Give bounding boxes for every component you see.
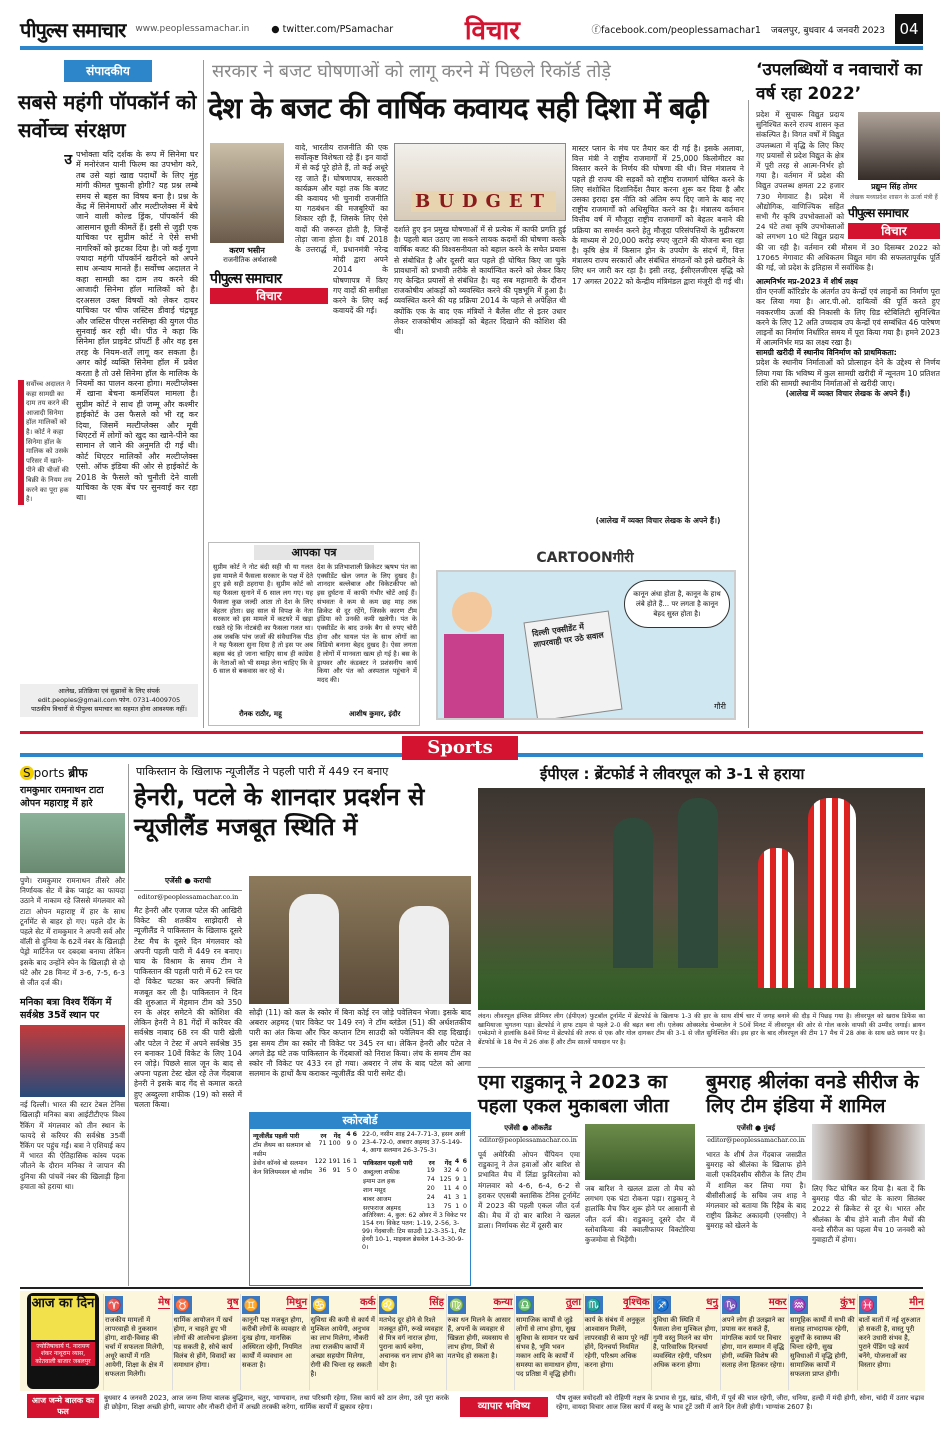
zodiac-icon: ♍ <box>449 1298 464 1312</box>
vichar-tag: विचार <box>848 223 940 239</box>
cartoon-title <box>426 548 744 567</box>
twitter-icon: ● <box>271 23 280 35</box>
scoreboard-cell: अब्दुल्ला शफीक <box>363 1169 400 1176</box>
scoreboard-cell: 9 <box>346 1140 351 1147</box>
scoreboard-cell: 13 <box>426 1203 435 1210</box>
cricket-col1: मैट हेनरी और एजाज पटेल की आखिरी विकेट की शतकीय साझेदारी से न्यूजीलैंड ने पाकिस्तान के खिलाफ दूसरे टेस्ट मैच के दूसरे दिन मंगलवार को अपनी पहली पारी में 449 रन बनाए। चाय के विश्राम के समय टीम ने पाकिस्तान की पहली पारी में 62 रन पर दो विकेट चटका कर अपनी स्थिति मजबूत कर ली है। पाकिस्तान ने दिन की शुरुआत में मेहमान टीम को 350 रन के अंदर समेटने की कोशिश की लेकिन हेनरी ने 81 गेंदों में करियर की सर्वश्रेष्ठ नाबाद 68 रन की पारी खेली और पटेल ने टेस्ट में अपने सर्वश्रेष्ठ 35 रन बनाकर 10वें विकेट के लिए 104 रन जोड़े। पिछले साल जून के बाद से अपना पहला टेस्ट खेल रहे तेज गेंदबाज हेनरी ने इसके बाद गेंद से कमाल करते हुए अब्दुल्ला शफीक (19) को सस्ते में चलता किया। <box>134 906 242 1109</box>
birth-text: बुधवार 4 जनवरी 2023, आज जन्म लिया बालक बुद्धिमान, चतुर, भाग्यवान, तथा परिश्रमी रहेगा, जिस कार्य को ठान लेगा, उसे पूरा करके ही छोड़ेगा, शिक्षा अच्छी होगी, व्यापार और नौकरी दोनों में अच्छी तरक्की करेगा, धार्मिक कार्यों में झुकाव रहेगा। <box>104 1394 449 1411</box>
pak-summary: अतिरिक्त: 4, कुल: 62 ओवर में 3 विकेट पर 154 रन। विकेट पतन: 1-19, 2-56, 3-99। गेंदबाजी: टिम साउदी 12-3-35-1, मैट हेनरी 10-1, माइकल ब्रेसवेल 14-3-30-9-0। <box>362 1212 467 1251</box>
zodiac-icon: ♈ <box>106 1298 122 1312</box>
scoreboard-cell: सरफराज अहमद <box>363 1205 401 1212</box>
bumrah-col2: लिए फिट घोषित कर दिया है। बता दें कि बुमराह पीठ की चोट के कारण सितंबर 2022 से क्रिकेट से दूर थे। भारत और श्रीलंका के बीच होने वाली तीन मैचों की वनडे सीरीज का पहला मैच 10 जनवरी को गुवाहाटी में होगा। <box>812 1184 925 1245</box>
scoreboard-row <box>362 1185 468 1194</box>
zodiac-icon: ♑ <box>723 1298 738 1312</box>
scoreboard-cell: 4 <box>346 1131 351 1138</box>
scoreboard-cell: 41 <box>443 1194 452 1201</box>
zodiac-6 <box>446 1294 513 1390</box>
power-article <box>756 58 940 399</box>
bumrah-col1: भारत के शीर्ष तेज गेंदबाज जसप्रीत बुमराह को श्रीलंका के खिलाफ होने वाली एकदिवसीय सीरीज के लिए टीम में शामिल कर लिया गया है। बीसीसीआई के सचिव जय शाह ने मंगलवार को बताया कि रिहैब के बाद राष्ट्रीय क्रिकेट अकादमी (एनसीए) ने बुमराह को खेलने के <box>706 1150 806 1231</box>
scoreboard-cell: 191 <box>328 1158 341 1165</box>
scoreboard-cell: रन <box>428 1160 435 1167</box>
dateline: जबलपुर, बुधवार 4 जनवरी 2023 <box>770 25 885 36</box>
scoreboard-cell: 1 <box>462 1176 467 1183</box>
zodiac-name: मिथुन <box>286 1294 307 1309</box>
zodiac-icon: ♉ <box>175 1298 190 1312</box>
horoscope-title: आज का दिन <box>31 1296 95 1340</box>
zodiac-text: धार्मिक आयोजन में खर्च होगा, न चाहते हुए भी लोगों की आलोचना झेलना पड़ सकती है, सोचे कार्य विलंब से होंगे, विवादों का समाधान होगा। <box>173 1316 238 1369</box>
brief-logo-tag: ब्रीफ <box>68 766 88 780</box>
scoreboard-cell: 32 <box>443 1167 452 1174</box>
header-rule <box>20 46 923 50</box>
zodiac-text: बातों बातों में नई शुरुआत हो सकती है, वास्तु पूरी करने उधारी संभव है, पुराने पेंडिंग पड़े कार्य बनेंगे, योजनाओं का विस्तार होगा। <box>858 1316 921 1369</box>
cartoon-image <box>436 570 736 720</box>
scoreboard-cell: 100 <box>328 1140 341 1147</box>
nz-innings-table <box>252 1131 358 1176</box>
zodiac-name: वृष <box>227 1294 238 1309</box>
section-rule <box>20 731 923 734</box>
editorial-body: पभोक्ता यदि दर्शक के रूप में सिनेमा घर में मनोरंजन यानी फिल्म का उपभोग करे, तब उसे यहां खाद्य पदार्थों के लिए मुंह मांगी कीमत चुकानी होगी? यह प्रश्न लम्बे समय से बहस का विषय बना है। प्रश्न के केंद्र में सिनेमाघरों और मल्टीप्लेक्स में बेचे जाने वाली कोल्ड ड्रिंक, पॉपकॉर्न की आसमान छूती कीमतें हैं। इसी से जुड़ी एक याचिका पर सुप्रीम कोर्ट ने ऐसे सभी नागरिकों को झटका दिया है। जो कई गुणा ज्यादा महंगी पॉपकॉर्न खरीदने को अपने साथ अन्याय मानते हैं। सर्वोच्च अदालत ने कहा सामग्री का दाम तय करने की आजादी सिनेमा हॉल मालिकों को है। दरअसल उक्त विषयों को लेकर दायर याचिका पर चीफ जस्टिस डीवाई चंद्रचूड़ और जस्टिस पीएस नरसिम्हा की युगल पीठ सुनवाई कर रही थी। पीठ ने कहा कि सिनेमा हॉल प्राइवेट प्रॉपर्टी हैं और वह इस तरह के नियम-शर्तें लागू कर सकता है। अगर कोई व्यक्ति सिनेमा हॉल में प्रवेश करता है तो उसे सिनेमा हॉल के मालिक के नियमों का पालन करना होगा। मल्टीप्लेक्स में खाना बेचना कमर्शियल मामला है। सुप्रीम कोर्ट ने साथ ही जम्मू और कश्मीर हाईकोर्ट के उस फैसले को भी रद्द कर दिया, जिसमें मल्टीप्लेक्स और मूवी थिएटरों में लोगों को खुद का खाने-पीने का सामान ले जाने की अनुमति दी गई थी। कोर्ट थिएटर मालिकों और मल्टीप्लेक्स एसो. ऑफ इंडिया की ओर से हाईकोर्ट के 2018 के फैसले को चुनौती देने वाली याचिका के एक बेंच पर सुनवाई कर रहा था। <box>76 150 198 503</box>
zodiac-1 <box>103 1294 170 1390</box>
budget-footer: (आलेख में व्यक्त विचार लेखक के अपने हैं।) <box>595 516 721 525</box>
vichar-tag: विचार <box>210 288 328 304</box>
scoreboard-cell: रन <box>320 1133 327 1140</box>
editorial-dropcap: उ <box>64 152 72 168</box>
zodiac-2 <box>172 1294 239 1390</box>
scoreboard-title: स्कोरबोर्ड <box>250 1113 470 1129</box>
cartoon-title-en: CARTOON <box>536 550 613 566</box>
raducanu-photo <box>585 1124 695 1180</box>
raducanu-email[interactable]: editor@peoplessamachar.co.in <box>479 1137 577 1144</box>
scoreboard-cell: 125 <box>439 1176 452 1183</box>
scoreboard-cell: 0 <box>462 1203 467 1210</box>
player-figure <box>399 906 449 1004</box>
cartoon-newspaper: दिल्ली एक्सीडेंट में लापरवाही पर उठे सवाल <box>523 611 622 720</box>
scoreboard-row <box>252 1131 358 1140</box>
zodiac-text: अपने लोग ही उलझाने का प्रयास कर सकते हैं, मांगलिक कार्य पर विचार होगा, मान सम्मान में वृद्धि होगी, व्यक्ति विशेष की सलाह लेना हितकर रहेगा। <box>721 1316 785 1369</box>
scoreboard-cell: 5 <box>346 1167 351 1174</box>
scoreboard-row <box>362 1167 468 1176</box>
budget-col2-block <box>394 143 566 337</box>
raducanu-col1: पूर्व अमेरिकी ओपन चैंपियन एमा राडुकानू ने तेज हवाओं और बारिश से प्रभावित मैच में लिंडा फ्रुविरतोवा को मंगलवार को 4-6, 6-4, 6-2 से हराकर एएसबी क्लासिक टेनिस टूर्नामेंट में 2023 की पहली एकल जीत दर्ज की। मैच में दो बार बारिश ने खलल डाला। निर्णायक सेट में दूसरी बार <box>478 1150 580 1231</box>
zodiac-text: राजकीय मामलों में लापरवाही से नुकसान होगा, शादी-विवाह की चर्चा में सफलता मिलेगी, अधूरे कार्यों में गति आयेगी, शिक्षा के क्षेत्र में सफलता मिलेगी। <box>105 1316 165 1378</box>
horoscope-title-box <box>27 1293 99 1389</box>
player-figure <box>289 894 339 1004</box>
scoreboard-cell: डेवोन कॉनवे बो सलमान <box>253 1160 308 1167</box>
power-footer: (आलेख में व्यक्त विचार लेखक के अपने हैं।) <box>785 389 911 399</box>
zodiac-text: दुविधा की स्थिति में फैसला लेना मुश्किल होगा, गुमी वस्तु मिलने का योग है, पारिवारिक दिनचर्या व्यवस्थित रहेगी, परिश्रम अधिक करना होगा। <box>653 1316 718 1369</box>
author-photo <box>858 112 940 180</box>
editorial-pullquote: सर्वोच्च अदालत ने कहा सामग्री का दाम तय करने की आजादी सिनेमा हॉल मालिकों को है। कोर्ट ने कहा सिनेमा हॉल के मालिक को उसके परिसर में खाने-पीने की चीजों की बिक्री के नियम तय करने का पूरा हक है। <box>18 380 72 505</box>
facebook-icon: ⓕ <box>591 25 602 36</box>
author-photo <box>210 143 284 243</box>
raducanu-headline: एमा राडुकानू ने 2023 का पहला एकल मुकाबला जीता <box>478 1071 669 1117</box>
zodiac-9 <box>651 1294 718 1390</box>
author-name: प्रद्युम्न सिंह तोमर <box>871 182 917 191</box>
scoreboard-row <box>252 1140 358 1158</box>
liverpool-player <box>613 818 653 968</box>
scoreboard-cell: बाबर आजम <box>363 1196 392 1203</box>
zodiac-icon: ♏ <box>586 1298 601 1312</box>
scoreboard-cell: केन विलियमसन बो नसीम <box>253 1169 312 1176</box>
author-name: करण भसीन <box>229 246 265 255</box>
author-title: राजनीतिक अर्थशास्त्री <box>223 256 277 264</box>
zodiac-name: धनु <box>706 1294 718 1309</box>
scoreboard-cell: पाकिस्तान पहली पारी <box>363 1160 413 1167</box>
editorial-tag: संपादकीय <box>64 60 152 82</box>
zodiac-icon: ♒ <box>791 1298 807 1312</box>
brief-headline: रामकुमार रामनाथन टाटा ओपन महाराष्ट्र में हारे <box>20 785 104 809</box>
zodiac-text: कार्य के संबंध में अनुकूल आश्वासन मिलेंगे, लापरवाही से काम पूरे नहीं होंगे, दिनचर्या नियमित रहेगी, परिश्रम अधिक करना होगा। <box>584 1316 649 1369</box>
scoreboard-right <box>360 1129 470 1254</box>
zodiac-name: कुंभ <box>840 1294 855 1309</box>
scoreboard-cell: 75 <box>443 1203 452 1210</box>
brief-logo <box>20 764 125 781</box>
brief-logo-s: S <box>20 766 34 780</box>
brentford-player <box>808 798 856 988</box>
cricket-photo <box>249 876 471 1004</box>
raducanu-byline: एजेंसी ● ऑकलैंड <box>504 1124 552 1132</box>
cricket-col2: सोढ़ी (11) को कल के स्कोर में बिना कोई रन जोड़े पवेलियन भेजा। इसके बाद अबरार अहमद (चार विकेट पर 149 रन) ने टॉम ब्लंडेल (51) की अर्धशतकीय पारी का अंत किया और फिर कप्तान टिम साउदी को पवेलियन की राह दिखाई। इस समय टीम का स्कोर नौ विकेट पर 345 रन था। लेकिन हेनरी और पटेल ने अगले डेढ़ घंटे तक पाकिस्तान के गेंदबाजों को निराश किया। लंच के समय टीम का स्कोर नौ विकेट पर 433 रन हो गया। अबरार ने लंच के बाद पटेल को आगा सलमान के हाथों कैच कराकर न्यूजीलैंड की पारी समेट दी। <box>249 1008 471 1079</box>
sports-banner: Sports <box>402 736 518 760</box>
zodiac-4 <box>309 1294 376 1390</box>
zodiac-name: कर्क <box>360 1294 375 1309</box>
scoreboard-cell: 11 <box>443 1185 452 1192</box>
facebook-link[interactable] <box>592 22 761 36</box>
birth-label: आज जन्मे बालक का फल <box>27 1394 99 1418</box>
power-subhead: आत्मनिर्भर मप्र-2023 में शीर्ष लक्ष्य <box>756 277 858 287</box>
column-divider <box>128 764 129 1286</box>
scoreboard-cell: 24 <box>426 1194 435 1201</box>
section-rule <box>20 1287 923 1289</box>
power-paragraph: ग्रीन एनर्जी कॉरिडोर के अंतर्गत उप केन्द्रों एवं लाइनों का निर्माण पूरा कर लिया गया है। आर.पी.ओ. दायित्वों की पूर्ति करते हुए नवकरणीय ऊर्जा की निकासी के लिए ग्रिड स्टेबिलिटी सुनिश्चित करने के लिए 12 अति उच्चदाब उप केन्द्रों एवं सम्बंधित 46 पारेषण लाइनों का निर्माण निर्धारित समय में पूरा किया गया है। हमने 2023 में आत्मनिर्भर मप्र का लक्ष्य रखा है। <box>756 287 940 348</box>
scoreboard-cell: 74 <box>426 1176 435 1183</box>
liverpool-player <box>678 798 718 968</box>
zodiac-8 <box>583 1294 650 1390</box>
scoreboard-cell: 0 <box>462 1185 467 1192</box>
cricket-email[interactable]: editor@peoplessamachar.co.in <box>134 890 242 901</box>
column-divider <box>748 100 749 728</box>
letter-1: सुप्रीम कोर्ट ने नोट बंदी सही थी या गलत इस मामले में फैसला सरकार के पक्ष में देते हुए इसे सही ठहराया है। सुप्रीम कोर्ट को यह फैसला सुनाने में 6 साल लग गए। यह फैसला कुछ जल्दी आता तो देश के लिए बेहतर होता। छह साल से विपक्ष के नेता सरकार को इस मामले में कटघरे में खड़ा रखते रहे कि नोटबंदी का फैसला गलत था। अब जबकि पांच जजों की संवैधानिक पीठ ने यह फैसला सुना दिया है तो इस पर अब बहस बंद हो जाना चाहिए साथ ही कांग्रेस के नेताओं को भी समझ लेना चाहिए कि वे 6 साल से बकवास कर रहे थे। <box>213 563 314 676</box>
budget-col1-block <box>210 143 388 316</box>
budget-kicker: सरकार ने बजट घोषणाओं को लागू करने में पिछले रिकॉर्ड तोड़े <box>212 61 611 82</box>
zodiac-icon: ♊ <box>243 1298 259 1312</box>
zodiac-icon: ♎ <box>517 1298 533 1312</box>
twitter-link[interactable] <box>271 24 393 35</box>
masthead-logo[interactable]: पीपुल्स समाचार <box>20 17 126 42</box>
zodiac-3 <box>240 1294 307 1390</box>
scoreboard-cell: 9 <box>455 1176 460 1183</box>
brief-body: नई दिल्ली। भारत की स्टार टेबल टेनिस खिलाड़ी मनिका बत्रा आईटीटीएफ विश्व रैंकिंग में मंगलवार को तीन स्थान के फायदे से करियर की सर्वश्रेष्ठ 35वीं रैंकिंग पर पहुंच गईं। बत्रा ने एशियाई कप में भारत की ऐतिहासिक कांस्य पदक जीतने के दौरान मनिका ने जापान की दुनिया की पांचवें नंबर की खिलाड़ी हिना हयाता को हराया था। <box>20 1100 125 1191</box>
letter-1-signature: रौनक राठौर, महू <box>239 710 282 718</box>
scoreboard-cell: 6 <box>462 1158 467 1165</box>
budget-image <box>394 143 566 221</box>
nz-bowling: 22-0, नसीम शाह 24-7-71-3, हसन अली 23-4-72-0, अबरार अहमद 37-5-149-4, आगा सलमान 26-3-75-3। <box>362 1131 466 1154</box>
cricket-byline: एजेंसी ● कराची <box>165 876 211 885</box>
bumrah-email[interactable]: editor@peoplessamachar.co.in <box>707 1137 805 1144</box>
vichar-logo: पीपुल्स समाचार <box>210 271 282 287</box>
column-divider <box>203 60 204 728</box>
divider <box>478 1067 925 1068</box>
scoreboard-cell: 0 <box>352 1167 357 1174</box>
brentford-player <box>758 848 794 988</box>
letter-2-signature: आशीष कुमार, इंदौर <box>349 710 401 718</box>
zodiac-7 <box>514 1294 581 1390</box>
editorial-article <box>18 150 198 505</box>
page-number: 04 <box>895 14 923 44</box>
zodiac-5 <box>377 1294 444 1390</box>
scoreboard <box>249 1112 471 1286</box>
twitter-handle: twitter.com/PSamachar <box>282 23 394 35</box>
zodiac-name: मेष <box>158 1294 170 1309</box>
zodiac-name: तुला <box>566 1294 581 1309</box>
epl-caption: लंदन। लीवरपूल इंग्लिश प्रीमियर लीग (ईपीएल) फुटबॉल टूर्नामेंट में ब्रेंटफोर्ड के खिलाफ 1-3 की हार के साथ शीर्ष चार में जगह बनाने की दौड़ में पिछड़ गया है। लीवरपूल को खराब डिफेंस का खामियाजा भुगतना पड़ा। ब्रेंटफोर्ड ने हाफ टाइम से पहले 2-0 की बढ़त बना ली। एलेक्स ओक्सलेड चेम्बरलेन ने 50वें मिनट में लीवरपूल की ओर से गोल करके वापसी की उम्मीद जगाई। ब्रायन एम्बेउमो ने हालांकि 84वें मिनट में ब्रेंटफोर्ड की तरफ से एक और गोल दागकर टीम की 3-1 से जीत सुनिश्चित की। इस हार के बाद लीवरपूल की टीम 17 मैच में 28 अंक के साथ छठे स्थान पर है। ब्रेंटफोर्ड के 18 मैच में 26 अंक हैं और टीम सातवें पायदान पर है। <box>478 1013 925 1046</box>
brief-headline: मनिका बत्रा विश्व रैंकिंग में सर्वश्रेष्ठ 35वें स्थान पर <box>20 997 112 1022</box>
scoreboard-row <box>252 1158 358 1167</box>
scoreboard-row <box>362 1158 468 1167</box>
scoreboard-row <box>252 1167 358 1176</box>
letter-2: देश के प्रतिभाशाली क्रिकेटर ऋषभ पंत का एक्सीडेंट खेल जगत के लिए दुखद है। शानदार बल्लेबाज और विकेटकीपर को इस दुर्घटना में काफी गंभीर चोटें आई हैं। संभवतः वे कम से कम छह माह तक क्रिकेट से दूर रहेंगे, जिसके कारण टीम इंडिया को उनकी कमी खलेगी। पंत के एक्सीडेंट के बाद उनके बैग से रुपए चोरी होना और घायल पंत के साथ लोगों का विडियो बनाना बेहद दुखद है। ऐसा लगता है लोगों में मानवता खत्म हो गई है। बस के ड्रायवर और कंडक्टर ने प्रशंसनीय कार्य किया और पंत को अस्पताल पहुंचाने में मदद की। <box>317 563 417 685</box>
bumrah-byline: एजेंसी ● मुंबई <box>736 1124 776 1132</box>
cricket-kicker: पाकिस्तान के खिलाफ न्यूजीलैंड ने पहली पारी में 449 रन बनाए <box>136 765 389 778</box>
author-title: लेखक मध्यप्रदेश शासन के ऊर्जा मंत्री हैं <box>850 194 938 201</box>
scoreboard-cell: इमाम उल हक <box>363 1178 396 1185</box>
scoreboard-body <box>250 1129 470 1254</box>
scoreboard-cell: 16 <box>342 1158 351 1165</box>
contact-email[interactable]: edit.peoples@gmail.com फोन. 0731-4009705 <box>37 696 181 704</box>
zodiac-11 <box>788 1294 855 1390</box>
cartoon-box <box>426 548 744 724</box>
brief-body: पुणे। रामकुमार रामनाथन तीसरे और निर्णायक सेट में ब्रेक प्वाइंट का फायदा उठाने में नाकाम रहे जिससे मंगलवार को टाटा ओपन महाराष्ट्र में हार के साथ टूर्नामेंट से बाहर हो गए। पहले दौर के पहले सेट में रामकुमार ने अपनी सर्व और वॉली से दुनिया के 62वें नंबर के खिलाड़ी पेड्रो मार्टिनेज पर दबदबा बनाया लेकिन इसके बाद उन्होंने स्पेन के खिलाड़ी से दो घंटे और 28 मिनट में 3-6, 7-5, 6-3 से जीत दर्ज की। <box>20 876 125 988</box>
budget-col1: वादे, भारतीय राजनीति की एक सर्वोत्कृष्ट विशेषता रहे हैं। इन वादों में से कई पूरे होते हैं, तो कई अधूरे रह जाते हैं। घोषणापत्र, सरकारी कार्यक्रम और यहां तक कि बजट की कवायद भी चुनावी राजनीति या गठबंधन की मजबूरियों का शिकार रही हैं, जिसके लिए ऐसे वादों की जरूरत होती है, जिन्हें तोड़ा जाना होता है। वर्ष 2018 के उत्तरार्द्ध में, प्रधानमंत्री नरेन्द्र मोदी द्वारा अपने 2014 के घोषणापत्र में किए गए वादों की समीक्षा करने के लिए कई कवायदें की गईं। <box>295 143 388 316</box>
scoreboard-cell: 1 <box>455 1203 460 1210</box>
scoreboard-row <box>362 1194 468 1203</box>
epl-headline: ईपीएल : ब्रेंटफोर्ड ने लीवरपूल को 3-1 से हराया <box>540 765 805 783</box>
scoreboard-cell: 19 <box>426 1167 435 1174</box>
power-headline: ‘उपलब्धियों व नवाचारों का वर्ष रहा 2022’ <box>756 60 922 104</box>
zodiac-icon: ♋ <box>312 1298 327 1312</box>
scoreboard-cell: 20 <box>426 1185 435 1192</box>
zodiac-name: कन्या <box>493 1294 512 1309</box>
table-tennis-photo <box>20 1025 125 1097</box>
trade-text: पौष शुक्ल त्रयोदशी को रोहिणी नक्षत्र के प्रभाव से गुड़, खांड, चीनी, में पूर्व की चाल रहेगी, जीरा, धनिया, हल्दी में मंदी होगी, सोना, चांदी में उतार चढ़ाव रहेगा, वायदा विचार आज जिस कार्य में वस्तु के भाव टूटें उसी में आने दिन तेजी होगी। भाग्यांक 2607 है। <box>556 1394 924 1411</box>
zodiac-name: वृश्चिक <box>623 1294 649 1309</box>
disclaimer: पाठकीय विचारों से पीपुल्स समाचार का सहमत होना आवश्यक नहीं। <box>31 705 187 713</box>
scoreboard-cell: 0 <box>352 1140 357 1147</box>
scoreboard-cell: 71 <box>318 1140 327 1147</box>
zodiac-name: मीन <box>909 1294 923 1309</box>
website-link[interactable]: www.peoplessamachar.in <box>135 24 250 34</box>
zodiac-name: सिंह <box>429 1294 444 1309</box>
bumrah-headline: बुमराह श्रीलंका वनडे सीरीज के लिए टीम इंडिया में शामिल <box>706 1071 919 1117</box>
cartoon-title-hi: गीरी <box>612 550 634 566</box>
power-author-block <box>848 112 940 239</box>
zodiac-text: कानूनी पक्ष मजबूत होगा, करीबी लोगों के व्यवहार से दुःख होगा, मानसिक अस्थिरता रहेगी, नियमित कार्यों में व्यवधान आ सकता है। <box>242 1316 307 1369</box>
scoreboard-cell: 0 <box>462 1167 467 1174</box>
contact-line: आलेख, प्रतिक्रिया एवं सुझावों के लिए संपर्क <box>58 687 160 695</box>
zodiac-text: सामाजिक कार्यों से जुड़े लोगों से लाभ होगा, सुख सुविधा के सामान पर खर्च संभव है, भूमि भवन मकान आदि के कार्यों में समस्या का समाधान होगा, पद प्रतिष्ठा में वृद्धि होगी। <box>516 1316 580 1378</box>
power-paragraph: प्रदेश के स्थानीय निर्माताओं को प्रोत्साहन देने के उद्देश्य से निर्णय लिया गया कि भविष्य में कुल सामग्री खरीदी में न्यूनतम 10 प्रतिशत राशि की सामग्री स्थानीय निर्माताओं से खरीदी जाए। <box>756 358 940 388</box>
budget-headline: देश के बजट की वार्षिक कवायद सही दिशा में बढ़ी <box>208 91 708 125</box>
zodiac-10 <box>720 1294 787 1390</box>
budget-col3: मास्टर प्लान के मंच पर तैयार कर दी गई है। इसके अलावा, वित्त मंत्री ने राष्ट्रीय राजमार्गों में 25,000 किलोमीटर का विस्तार करने के निर्णय की घोषणा की थी। वित्त मंत्रालय ने पहले ही राज्य की सड़कों को राष्ट्रीय राजमार्ग घोषित करने के लिए संशोधित दिशानिर्देश तैयार करना शुरू कर दिया है और उसका इरादा इस नीति को अंतिम रूप दिए जाने के बाद नए राष्ट्रीय राजमार्गों को अधिसूचित करने का है। मंत्रालय वर्तमान वित्तीय वर्ष में मौजूदा राष्ट्रीय राजमार्गों को बेहतर बनाने की प्रक्रिया का समर्थन करने हेतु मौजूदा परिसंपत्तियों के मुद्रीकरण के माध्यम से 20,000 करोड़ रुपए जुटाने की योजना बना रहा है। कृषि क्षेत्र में किसान ड्रोन के उपयोग के संदर्भ में, वित्त मंत्रालय राज्य सरकारों और संबंधित संगठनों को इसे खरीदने के लिए धन जारी कर रहा है। इसी तरह, ईसीएलजीएस वृद्धि को 17 अगस्त 2022 को केन्द्रीय मंत्रिमंडल द्वारा मंजूरी दी गई थी। <box>572 144 744 286</box>
zodiac-text: मतभेद दूर होने से रिश्ते मजबूत होंगे, रूखे व्यवहार से मित्र वर्ग नाराज होगा, पुराना कार्य बनेगा, अचानक धन लाभ होने का योग है। <box>379 1316 444 1369</box>
scoreboard-cell: शान मसूद <box>363 1187 386 1194</box>
zodiac-icon: ♌ <box>380 1298 396 1312</box>
budget-col2: दर्शाते हुए इन प्रमुख घोषणाओं में से प्रत्येक में काफी प्रगति हुई है। पहली बात उठाए जा सकने लायक कदमों की घोषणा करके वार्षिक बजट की विश्वसनीयता को बहाल करने के सचेत प्रयास से संबोधित है और दूसरी बात पहले ही घोषित किए जा चुके प्रावधानों को प्रभावी तरीके से कार्यान्वित करने को लेकर किए गए केन्द्रित प्रयासों से संबंधित है। यह सब महामारी के दौरान राजकोषीय आंकड़ों को व्यवस्थित करने की पृष्ठभूमि में हुआ है। व्यवस्थित करने की यह प्रक्रिया 2014 के पहले से अपेक्षित थी क्योंकि एक के बाद एक मंत्रियों ने बैलेंस शीट से इतर उधार लेकर राजकोषीय आंकड़ों को बेहतर दिखाने की कोशिश की थी। <box>394 225 566 337</box>
scoreboard-cell: 1 <box>352 1158 357 1165</box>
cartoonist-signature: गौरी <box>714 702 726 711</box>
scoreboard-row <box>362 1176 468 1185</box>
scoreboard-cell: न्यूजीलैंड पहली पारी <box>253 1133 300 1140</box>
cricket-headline: हेनरी, पटले के शानदार प्रदर्शन से न्यूजीलैंड मजबूत स्थिति में <box>134 783 425 841</box>
vichar-block <box>210 269 328 304</box>
scoreboard-cell: 4 <box>454 1158 460 1165</box>
scoreboard-left <box>250 1129 360 1254</box>
zodiac-text: रुका धन मिलने के आसार हैं, अपनों के व्यवहार से खिन्नता होगी, व्यवसाय से लाभ होगा, मित्रों से मतभेद हो सकता है। <box>447 1316 511 1360</box>
contact-box <box>20 684 198 717</box>
scoreboard-cell: 4 <box>455 1185 460 1192</box>
scoreboard-cell: 1 <box>462 1194 467 1201</box>
scoreboard-cell: गेंद <box>333 1133 341 1140</box>
masthead <box>20 14 923 44</box>
vichar-logo: पीपुल्स समाचार <box>848 206 908 220</box>
epl-photo <box>478 788 925 1010</box>
man-head <box>452 592 492 632</box>
author-block <box>210 143 290 265</box>
zodiac-icon: ♓ <box>860 1298 875 1312</box>
zodiac-text: सुविधा की कमी से कार्य में मुश्किल आयेगी, अनुभव का लाभ मिलेगा, नौकरी तथा राजकीय कार्यों में अच्छा सहयोग मिलेगा, रोगी की चिन्ता रह सकती है। <box>310 1316 375 1378</box>
facebook-handle: facebook.com/peoplessamachar1 <box>601 25 761 36</box>
trade-label: व्यापार भविष्य <box>460 1397 548 1417</box>
astrologer-name: ज्योतिषाचार्य पं. नारायण शंकर नाथूराम व्यास, कोतवाली बाजार जबलपुर <box>31 1342 95 1366</box>
letters-title: आपका पत्र <box>254 545 374 560</box>
man-body <box>444 634 504 720</box>
budget-blocks-text: BUDGET <box>411 191 556 212</box>
section-title: विचार <box>464 16 520 46</box>
power-subhead: सामग्री खरीदी में स्थानीय विनिर्माण को प्राथमिकता: <box>756 348 897 358</box>
scoreboard-cell: गेंद <box>444 1160 452 1167</box>
scoreboard-cell: 3 <box>455 1194 460 1201</box>
editorial-gutter <box>18 150 76 380</box>
speech-bubble: कानून अंधा होता है, कानून के हाथ लंबे होते हैं... पर लगता है कानून बेहद सुस्त होता है। <box>624 580 730 628</box>
scoreboard-cell: 6 <box>352 1131 357 1138</box>
raducanu-col2: जब बारिश ने खलल डाला तो मैच को लगभग एक घंटा रोकना पड़ा। राडुकानू ने हालांकि मैच फिर शुरू होने पर आसानी से जीत दर्ज की। राडुकानू दूसरे दौर में स्लोवाकिया की क्वालीफायर विक्टोरिया कुजमोवा से भिड़ेंगी। <box>585 1184 695 1245</box>
zodiac-text: सामूहिक कार्यों में सभी की सलाह लाभदायक रहेगी, बुजुर्गों के स्वास्थ्य की चिन्ता रहेगी, सुख सुविधाओं में वृद्धि होगी, सामाजिक कार्यों में सफलता प्राप्त होगी। <box>790 1316 855 1378</box>
letters-box <box>208 542 420 726</box>
brief-logo-text: ports <box>33 766 65 780</box>
zodiac-name: मकर <box>769 1294 787 1309</box>
pak-innings-table <box>362 1158 468 1212</box>
scoreboard-cell: 91 <box>332 1167 341 1174</box>
scoreboard-cell: टॉम लैथम का सलमान बो नसीम <box>253 1142 311 1158</box>
scoreboard-cell: 4 <box>455 1167 460 1174</box>
editorial-headline: सबसे महंगी पॉपकॉर्न को सर्वोच्च संरक्षण <box>18 90 197 142</box>
scoreboard-row <box>362 1203 468 1212</box>
scoreboard-cell: 122 <box>314 1158 327 1165</box>
tennis-photo <box>20 813 125 873</box>
zodiac-icon: ♐ <box>654 1298 670 1312</box>
bumrah-photo <box>812 1124 925 1180</box>
sports-brief <box>20 764 125 1192</box>
zodiac-12 <box>857 1294 924 1390</box>
power-lead: प्रदेश में सुचारू विद्युत प्रदाय सुनिश्चित करने राज्य शासन कृत संकल्पित है। विगत वर्षों में विद्युत उपलब्धता में वृद्धि के लिए किए गए प्रयासों से प्रदेश विद्युत के क्षेत्र में पूरी तरह से आत्म-निर्भर हो गया है। वर्तमान में प्रदेश की विद्युत उपलब्ध क्षमता 22 हजार 730 मेगावाट है। प्रदेश में औद्योगिक, वाणिज्यिक सहित सभी गैर कृषि उपभोक्ताओं को 24 घंटे तथा कृषि उपभोक्ताओं को लगभग 10 घंटे विद्युत प्रदाय की जा रही है। वर्तमान रबी मौसम में 30 दिसम्बर 2022 को 17065 मेगावाट की अधिकतम विद्युत मांग की सफलतापूर्वक पूर्ति की गई, जो प्रदेश के इतिहास में सर्वाधिक है। <box>756 110 940 273</box>
scoreboard-cell: 36 <box>318 1167 327 1174</box>
